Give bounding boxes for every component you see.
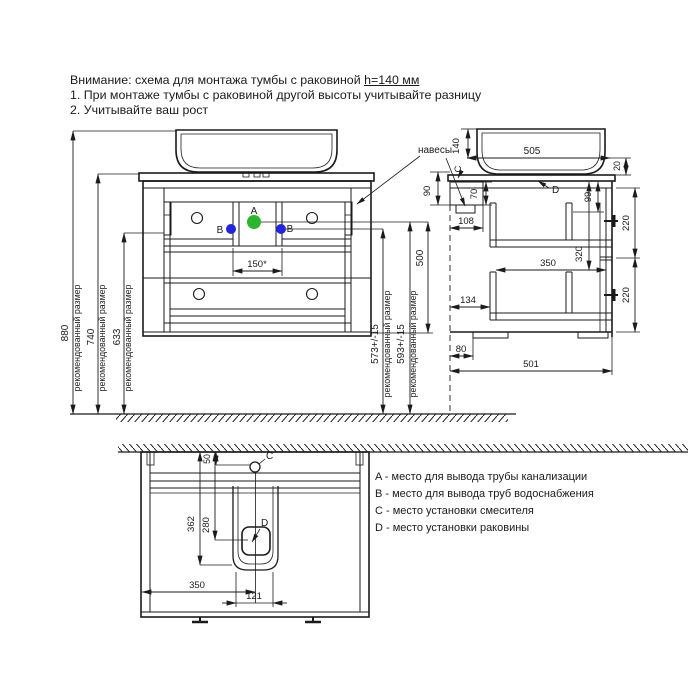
dim-99-label: 99 (583, 191, 594, 203)
dim-593-note: рекомендованный размер (408, 290, 418, 398)
top-view (141, 451, 369, 622)
cabinet-side-structure (450, 181, 612, 337)
dim-362-label: 362 (186, 516, 197, 532)
front-right-dimensions (370, 222, 433, 414)
dim-501-label: 501 (523, 359, 539, 370)
dim-350-side-label: 350 (540, 258, 556, 269)
label-d-top: D (261, 518, 269, 529)
note-1: 1. При монтаже тумбы с раковиной другой высоты учитывайте разницу (70, 88, 482, 103)
dim-220-lower-label: 220 (621, 287, 632, 303)
dim-pipes-spacing-label: 150* (247, 259, 267, 270)
label-b-left: B (216, 225, 224, 236)
sink-side-inner-rim (482, 133, 600, 170)
dim-80-label: 80 (455, 344, 467, 355)
dim-880-label: 880 (60, 324, 71, 342)
hangers-label: навесы (417, 145, 453, 156)
legend-item-d: D - место установки раковины (375, 522, 530, 534)
dim-740-note: рекомендованный размер (97, 284, 107, 392)
lower-drawer-box (490, 272, 612, 320)
legend-item-c: C - место установки смесителя (375, 505, 534, 517)
sink-front-inner-rim (181, 134, 332, 168)
dim-505-label: 505 (523, 146, 541, 157)
water-point-b-left (226, 224, 236, 234)
dim-573-note: рекомендованный размер (382, 290, 392, 398)
dim-140-label: 140 (451, 138, 462, 154)
dim-350-top-label: 350 (189, 580, 205, 591)
drain-point-a (247, 215, 261, 229)
dim-121-label: 121 (246, 591, 262, 602)
note-2: 2. Учитывайте ваш рост (70, 103, 209, 118)
dim-90-label: 90 (422, 185, 433, 197)
label-c-side: C (453, 165, 464, 173)
legend-item-b: B - место для вывода труб водоснабжения (375, 488, 594, 500)
dim-108-label: 108 (458, 216, 474, 227)
top-view-dimensions (142, 452, 287, 607)
dim-593-label: 593+/-15 (396, 324, 407, 364)
dim-740-label: 740 (86, 328, 97, 346)
countertop-side (448, 175, 615, 181)
dim-50-label: 50 (202, 454, 212, 464)
dim-70-label: 70 (469, 188, 480, 200)
wall-line (118, 444, 688, 452)
cabinet-top-structure (141, 452, 369, 612)
dim-573-label: 573+/-15 (370, 324, 381, 364)
dim-500-label: 500 (415, 249, 426, 267)
legend-item-a: A - место для вывода трубы канализации (375, 471, 588, 483)
dim-220-upper-label: 220 (621, 215, 632, 231)
sink-side-outline (477, 129, 605, 174)
drain-hole-d (242, 527, 270, 555)
label-c-top: C (266, 451, 274, 462)
water-point-b-right (276, 224, 286, 234)
label-a: A (250, 206, 258, 217)
dim-633-note: рекомендованный размер (123, 284, 133, 392)
upper-drawer-box (490, 203, 612, 247)
sink-front-outline (176, 130, 337, 172)
floor-line (70, 414, 516, 422)
dim-280-label: 280 (201, 517, 212, 533)
label-b-right: B (286, 224, 294, 235)
dim-633-label: 633 (112, 328, 123, 346)
dim-134-label: 134 (460, 295, 476, 306)
dim-880-note: рекомендованный размер (72, 284, 82, 392)
legend (375, 471, 594, 534)
side-view (422, 129, 640, 414)
attention-text: Внимание: схема для монтажа тумбы с раковиной (70, 73, 365, 87)
sink-height-value: h=140 мм (364, 73, 420, 87)
dim-20-label: 20 (612, 161, 622, 171)
mixer-hole-c (250, 462, 260, 472)
bottom-support-blocks (473, 332, 608, 338)
dim-320-label: 320 (574, 246, 585, 262)
label-d-side: D (552, 185, 560, 196)
